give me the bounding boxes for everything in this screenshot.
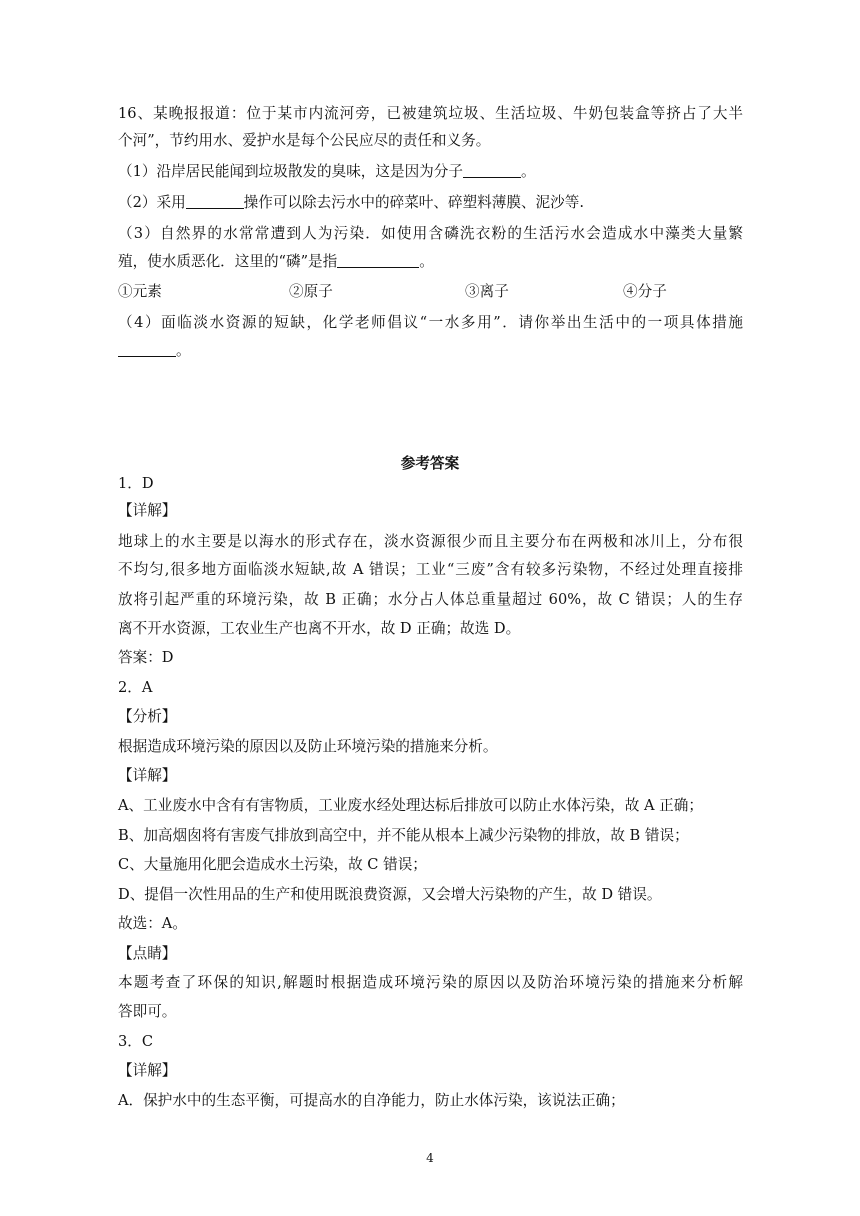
- answer-2-analysis: 根据造成环境污染的原因以及防止环境污染的措施来分析。: [118, 738, 498, 755]
- q16-part-3-end: 。: [419, 253, 434, 270]
- answer-2-detail-c: C、大量施用化肥会造成水土污染，故 C 错误；: [118, 856, 427, 873]
- q16-part-2: [118, 193, 743, 213]
- q16-line-2: 个河”，节约用水、爱护水是每个公民应尽的责任和义务。: [118, 132, 491, 149]
- answer-2-detail-b: B、加高烟囱将有害废气排放到高空中，并不能从根本上减少污染物的排放，故 B 错误；: [118, 827, 689, 844]
- option-4: ④分子: [623, 283, 667, 300]
- q16-part-3-line-2: [118, 252, 743, 272]
- option-1: ①元素: [118, 283, 162, 300]
- answer-2-detail-d: D、提倡一次性用品的生产和使用既浪费资源，又会增大污染物的产生，故 D 错误。: [118, 886, 662, 903]
- q16-part-4-end: 。: [176, 342, 191, 359]
- q16-part-1-text: （1）沿岸居民能闻到垃圾散发的臭味，这是因为分子: [118, 163, 463, 180]
- answer-blank-4[interactable]: [118, 342, 176, 357]
- answer-blank-1[interactable]: [463, 163, 521, 178]
- q16-line-1: 16、某晚报报道：位于某市内流河旁，已被建筑垃圾、生活垃圾、牛奶包装盒等挤占了大半: [118, 105, 743, 122]
- answers-title: 参考答案: [400, 455, 460, 472]
- answer-1-body-1: 地球上的水主要是以海水的形式存在，淡水资源很少而且主要分布在两极和冰川上，分布很: [118, 533, 743, 550]
- option-3: ③离子: [465, 283, 509, 300]
- answer-2-choose: 故选：A。: [118, 915, 187, 932]
- q16-part-2-text: （2）采用: [118, 194, 186, 211]
- answer-2-comment-1: 本题考查了环保的知识,解题时根据造成环境污染的原因以及防治环境污染的措施来分析解: [118, 974, 743, 991]
- answer-1-head: 1．D: [118, 475, 154, 492]
- answer-1-body-3: 放将引起严重的环境污染，故 B 正确；水分占人体总重量超过 60%，故 C 错误；人的生存: [118, 591, 743, 608]
- q16-part-1-end: 。: [520, 163, 536, 180]
- q16-part-2-end: 操作可以除去污水中的碎菜叶、碎塑料薄膜、泥沙等.: [243, 194, 584, 211]
- q16-part-3-line-1: （3）自然界的水常常遭到人为污染．如使用含磷洗衣粉的生活污水会造成水中藻类大量繁: [118, 225, 743, 242]
- answer-3-tag: 【详解】: [118, 1062, 177, 1079]
- option-2: ②原子: [289, 283, 333, 300]
- answer-blank-2[interactable]: [186, 194, 244, 209]
- answer-2-comment-tag: 【点睛】: [118, 945, 177, 962]
- answer-2-detail-tag: 【详解】: [118, 767, 177, 784]
- q16-part-4-line-1: （4）面临淡水资源的短缺，化学老师倡议“一水多用”．请你举出生活中的一项具体措施: [118, 314, 743, 331]
- answer-1-body-4: 离不开水资源，工农业生产也离不开水，故 D 正确；故选 D。: [118, 620, 521, 637]
- answer-2-detail-a: A、工业废水中含有有害物质，工业废水经处理达标后排放可以防止水体污染，故 A 正确；: [118, 797, 703, 814]
- answer-1-body-2: 不均匀,很多地方面临淡水短缺,故 A 错误；工业“三废”含有较多污染物，不经过处理直接排: [118, 561, 743, 578]
- q16-part-4-line-2: [118, 341, 743, 361]
- q16-part-1: [118, 162, 743, 182]
- answer-2-analysis-tag: 【分析】: [118, 708, 177, 725]
- page-number: 4: [426, 1151, 434, 1165]
- answer-1-result: 答案：D: [118, 649, 174, 666]
- q16-part-3-text: 殖，使水质恶化．这里的“磷”是指: [118, 253, 338, 270]
- answer-3-body: A．保护水中的生态平衡，可提高水的自净能力，防止水体污染，该说法正确；: [118, 1092, 625, 1109]
- answer-blank-3[interactable]: [337, 253, 419, 268]
- answer-2-head: 2．A: [118, 679, 153, 696]
- answer-2-comment-2: 答即可。: [118, 1003, 177, 1020]
- answer-3-head: 3．C: [118, 1033, 154, 1050]
- answer-1-tag: 【详解】: [118, 502, 177, 519]
